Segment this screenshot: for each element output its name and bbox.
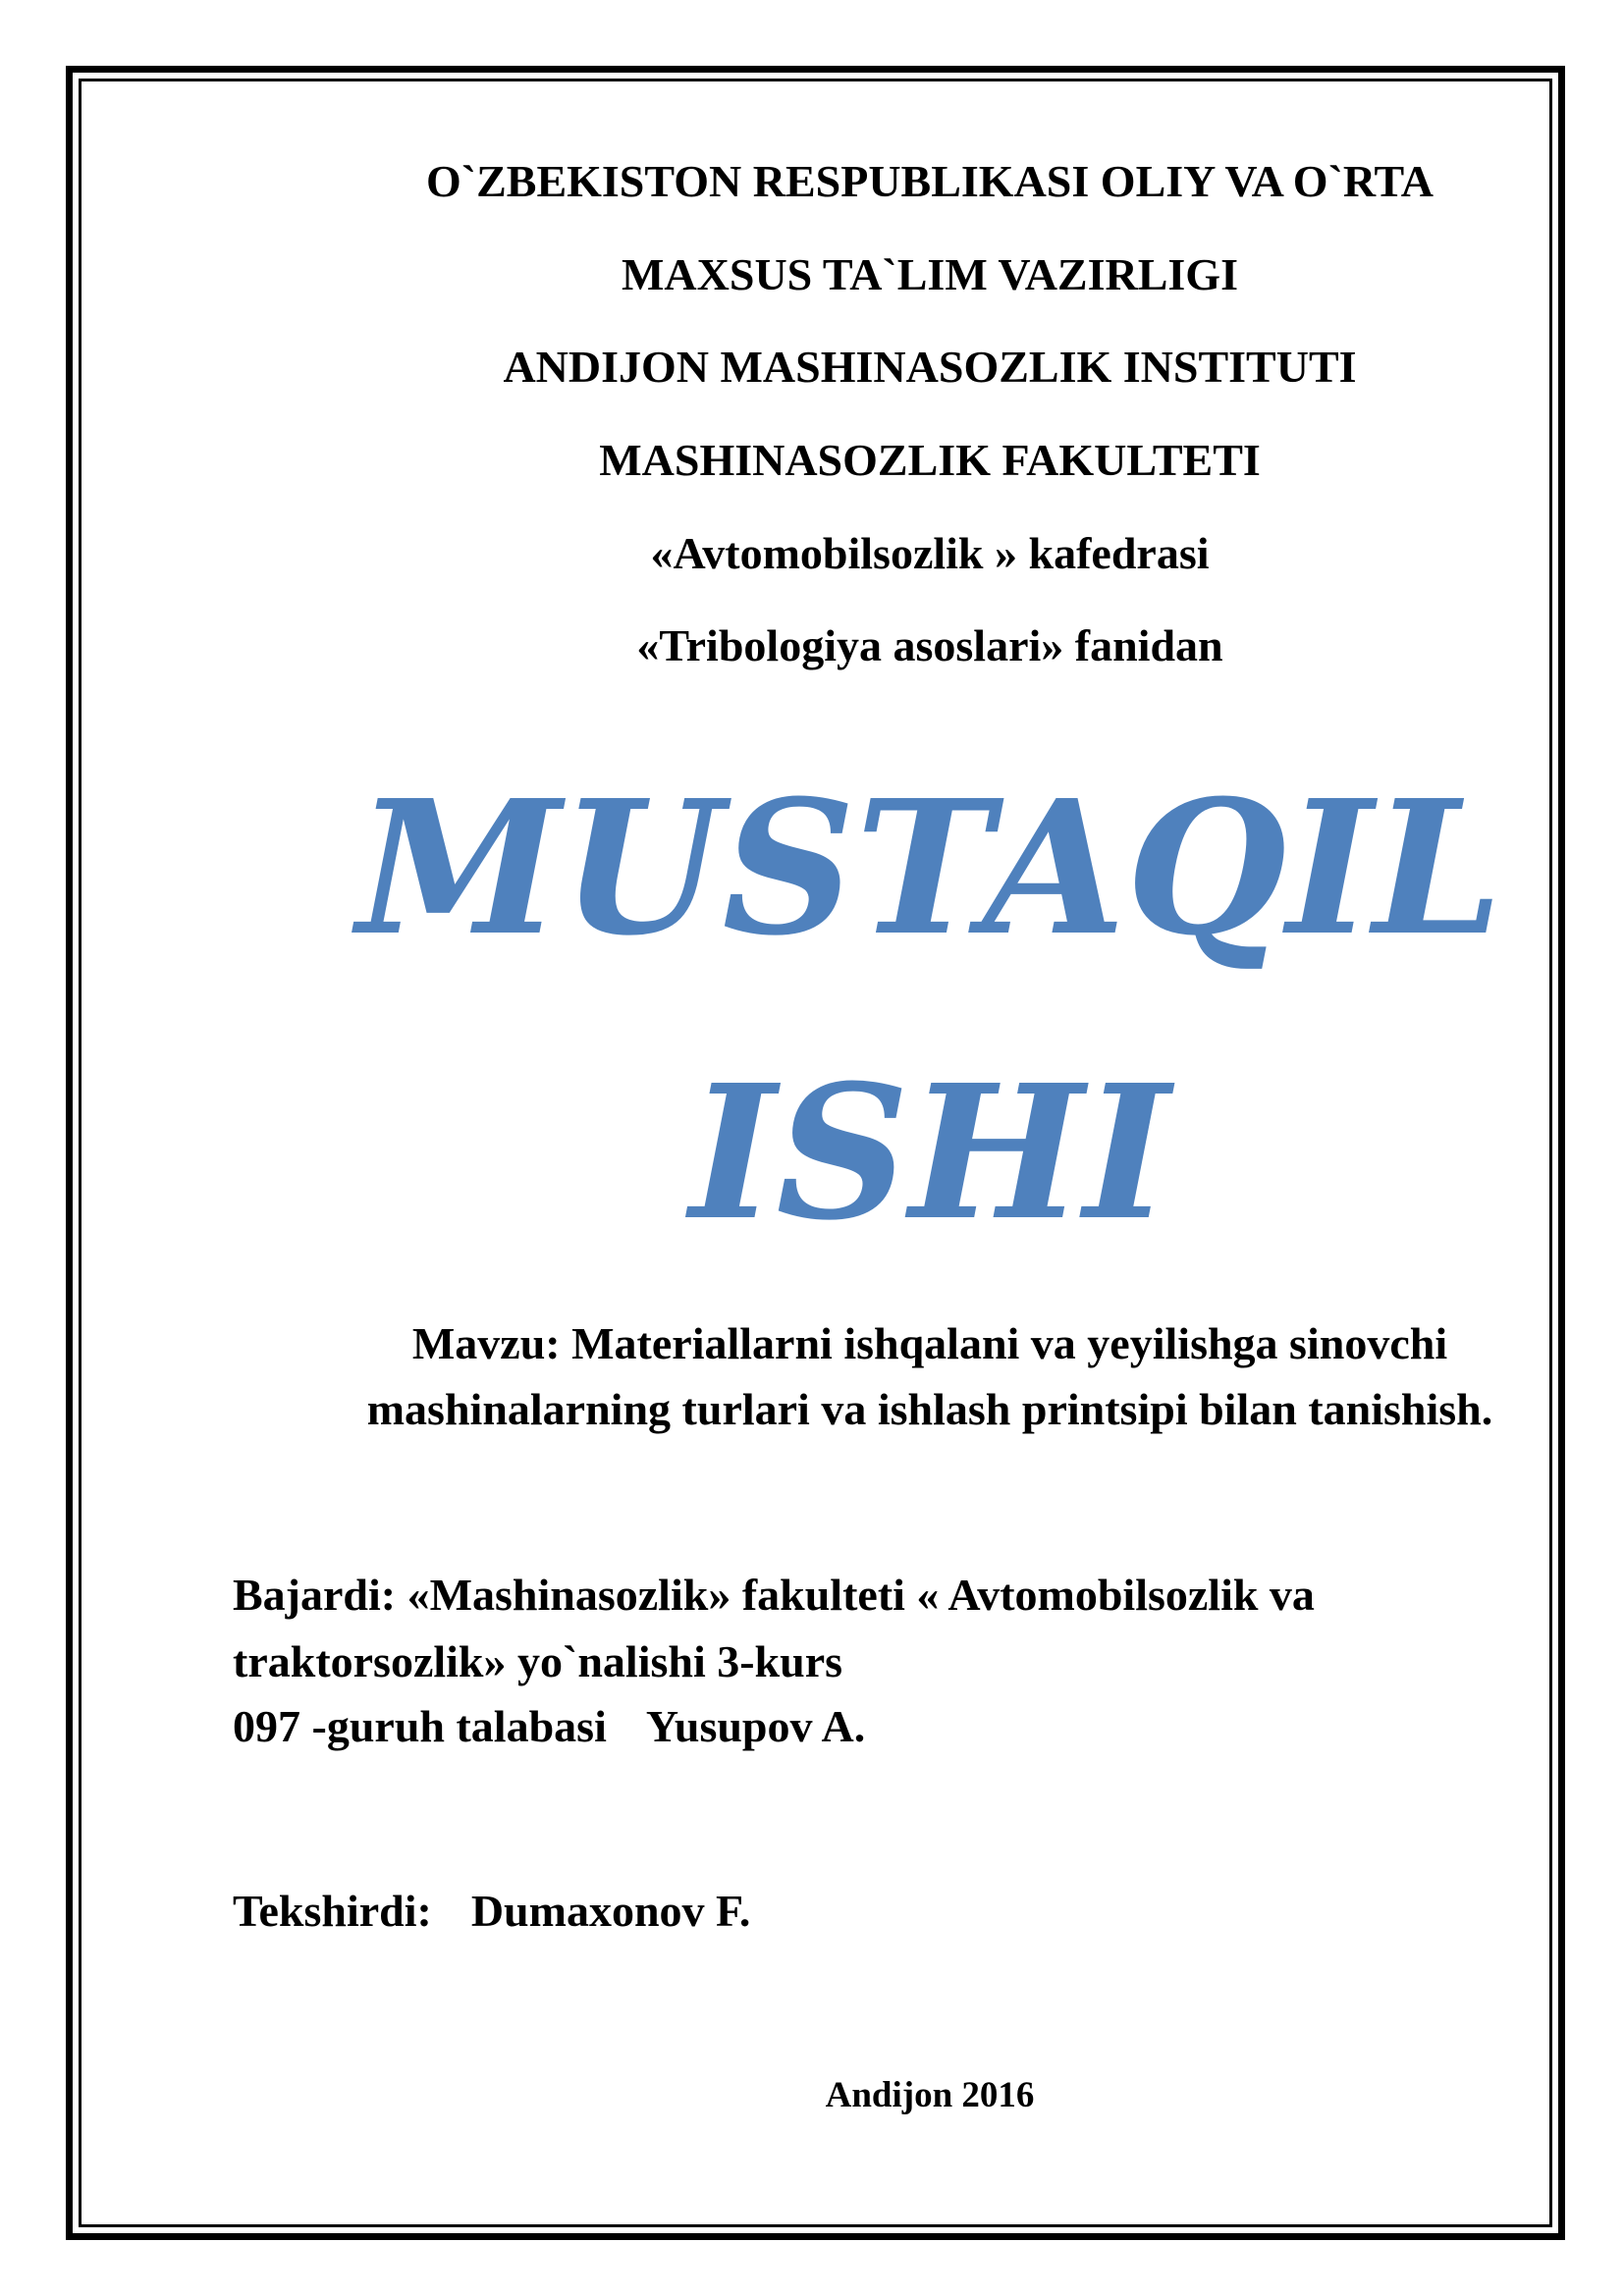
topic-line-1: Mavzu: Materiallarni ishqalani va yeyilishga sinovchi [411, 1318, 1448, 1368]
ministry-line-2: MAXSUS TA`LIM VAZIRLIGI [622, 249, 1238, 299]
place-year: Andijon 2016 [825, 2075, 1035, 2115]
reviewer-name: Dumaxonov F. [470, 1886, 751, 1936]
faculty-name: MASHINASOZLIK FAKULTETI [599, 435, 1261, 485]
institute-name: ANDIJON MASHINASOZLIK INSTITUTI [503, 342, 1357, 392]
ministry-line-1: O`ZBEKISTON RESPUBLIKASI OLIY VA O`RTA [425, 156, 1434, 206]
performer-group-line [233, 1699, 865, 1754]
reviewer-line [233, 1884, 750, 1939]
student-name: Yusupov A. [645, 1701, 866, 1751]
topic-line-2: mashinalarning turlari va ishlash printsipi bilan tanishish. [366, 1384, 1493, 1434]
subject-name: «Tribologiya asoslari» fanidan [636, 620, 1223, 670]
document-title-line-1: MUSTAQIL [356, 760, 1503, 977]
performer-line-2: traktorsozlik» yo`nalishi 3-kurs [233, 1636, 843, 1686]
reviewer-label: Tekshirdi: [233, 1886, 432, 1936]
document-title-line-2: ISHI [689, 1044, 1170, 1261]
performer-line-1: Bajardi: «Mashinasozlik» fakulteti « Avtomobilsozlik va [233, 1570, 1315, 1620]
student-group: 097 -guruh talabasi [233, 1701, 607, 1751]
department-name: «Avtomobilsozlik » kafedrasi [650, 528, 1210, 578]
